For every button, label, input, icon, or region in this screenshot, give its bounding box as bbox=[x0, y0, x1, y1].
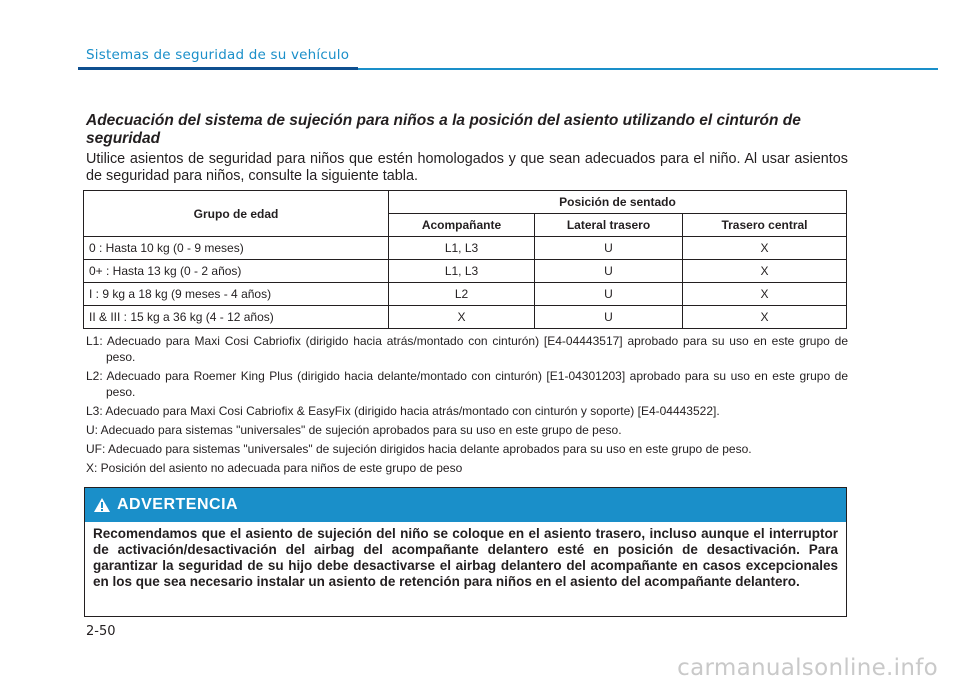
note-l1: L1: Adecuado para Maxi Cosi Cabriofix (dirigido hacia atrás/montado con cinturón) [E4-04443517] aprobado para su uso en este grupo de peso. bbox=[86, 334, 848, 364]
table-row bbox=[84, 260, 847, 283]
table-row bbox=[84, 283, 847, 306]
warning-title: ADVERTENCIA bbox=[117, 496, 239, 513]
cell-front: X bbox=[389, 306, 535, 329]
note-u: U: Adecuado para sistemas "universales" de sujeción aprobados para su uso en este grupo de peso. bbox=[86, 423, 622, 437]
intro-paragraph: Utilice asientos de seguridad para niños que estén homologados y que sean adecuados para el niño. Al usar asientos de seguridad para niños, consulte la siguiente tabla. bbox=[86, 151, 848, 184]
table-notes bbox=[86, 333, 848, 479]
cell-group: 0+ : Hasta 13 kg (0 - 2 años) bbox=[84, 260, 389, 283]
cell-rear-center: X bbox=[683, 260, 847, 283]
warning-triangle-icon bbox=[93, 497, 111, 513]
note-l2: L2: Adecuado para Roemer King Plus (dirigido hacia delante/montado con cinturón) [E1-04301203] aprobado para su uso en este grupo de peso. bbox=[86, 369, 848, 399]
cell-front: L1, L3 bbox=[389, 260, 535, 283]
watermark: carmanualsonline.info bbox=[677, 655, 938, 681]
page-number: 2-50 bbox=[86, 624, 116, 639]
cell-rear-side: U bbox=[535, 283, 683, 306]
cell-rear-side: U bbox=[535, 306, 683, 329]
seating-table bbox=[83, 190, 847, 329]
warning-text: Recomendamos que el asiento de sujeción del niño se coloque en el asiento trasero, incluso aunque el interruptor de activación/desactivación del airbag del acompañante delantero esté en posición de desactivación. Para garantizar la seguridad de su hijo debe desactivarse el airbag delantero del acompañante en casos excepcionales en los que sea necesario instalar un asiento de retención para niños en el asiento del acompañante delantero. bbox=[93, 526, 838, 589]
cell-rear-side: U bbox=[535, 260, 683, 283]
note-l3: L3: Adecuado para Maxi Cosi Cabriofix & EasyFix (dirigido hacia atrás/montado con cinturón y soporte) [E4-04443522]. bbox=[86, 404, 720, 418]
header-rule-dark bbox=[78, 67, 358, 70]
warning-box bbox=[84, 487, 847, 617]
cell-group: 0 : Hasta 10 kg (0 - 9 meses) bbox=[84, 237, 389, 260]
subheader-front: Acompañante bbox=[389, 214, 535, 237]
cell-rear-center: X bbox=[683, 306, 847, 329]
table-row bbox=[84, 306, 847, 329]
cell-front: L1, L3 bbox=[389, 237, 535, 260]
subheader-rear-center: Trasero central bbox=[683, 214, 847, 237]
cell-front: L2 bbox=[389, 283, 535, 306]
cell-rear-center: X bbox=[683, 237, 847, 260]
note-uf: UF: Adecuado para sistemas "universales" de sujeción dirigidos hacia delante aprobados para su uso en este grupo de peso. bbox=[86, 442, 752, 456]
note-x: X: Posición del asiento no adecuada para niños de este grupo de peso bbox=[86, 461, 463, 475]
cell-group: I : 9 kg a 18 kg (9 meses - 4 años) bbox=[84, 283, 389, 306]
header-age-group: Grupo de edad bbox=[84, 191, 389, 237]
table-row bbox=[84, 237, 847, 260]
section-header: Sistemas de seguridad de su vehículo bbox=[86, 47, 350, 63]
table-header-row bbox=[84, 191, 847, 214]
header-seat-position: Posición de sentado bbox=[389, 191, 847, 214]
cell-rear-center: X bbox=[683, 283, 847, 306]
cell-rear-side: U bbox=[535, 237, 683, 260]
page-title: Adecuación del sistema de sujeción para niños a la posición del asiento utilizando el cinturón de seguridad bbox=[86, 112, 801, 147]
subheader-rear-side: Lateral trasero bbox=[535, 214, 683, 237]
header-rule-light bbox=[358, 68, 938, 70]
warning-header bbox=[85, 488, 846, 522]
cell-group: II & III : 15 kg a 36 kg (4 - 12 años) bbox=[84, 306, 389, 329]
